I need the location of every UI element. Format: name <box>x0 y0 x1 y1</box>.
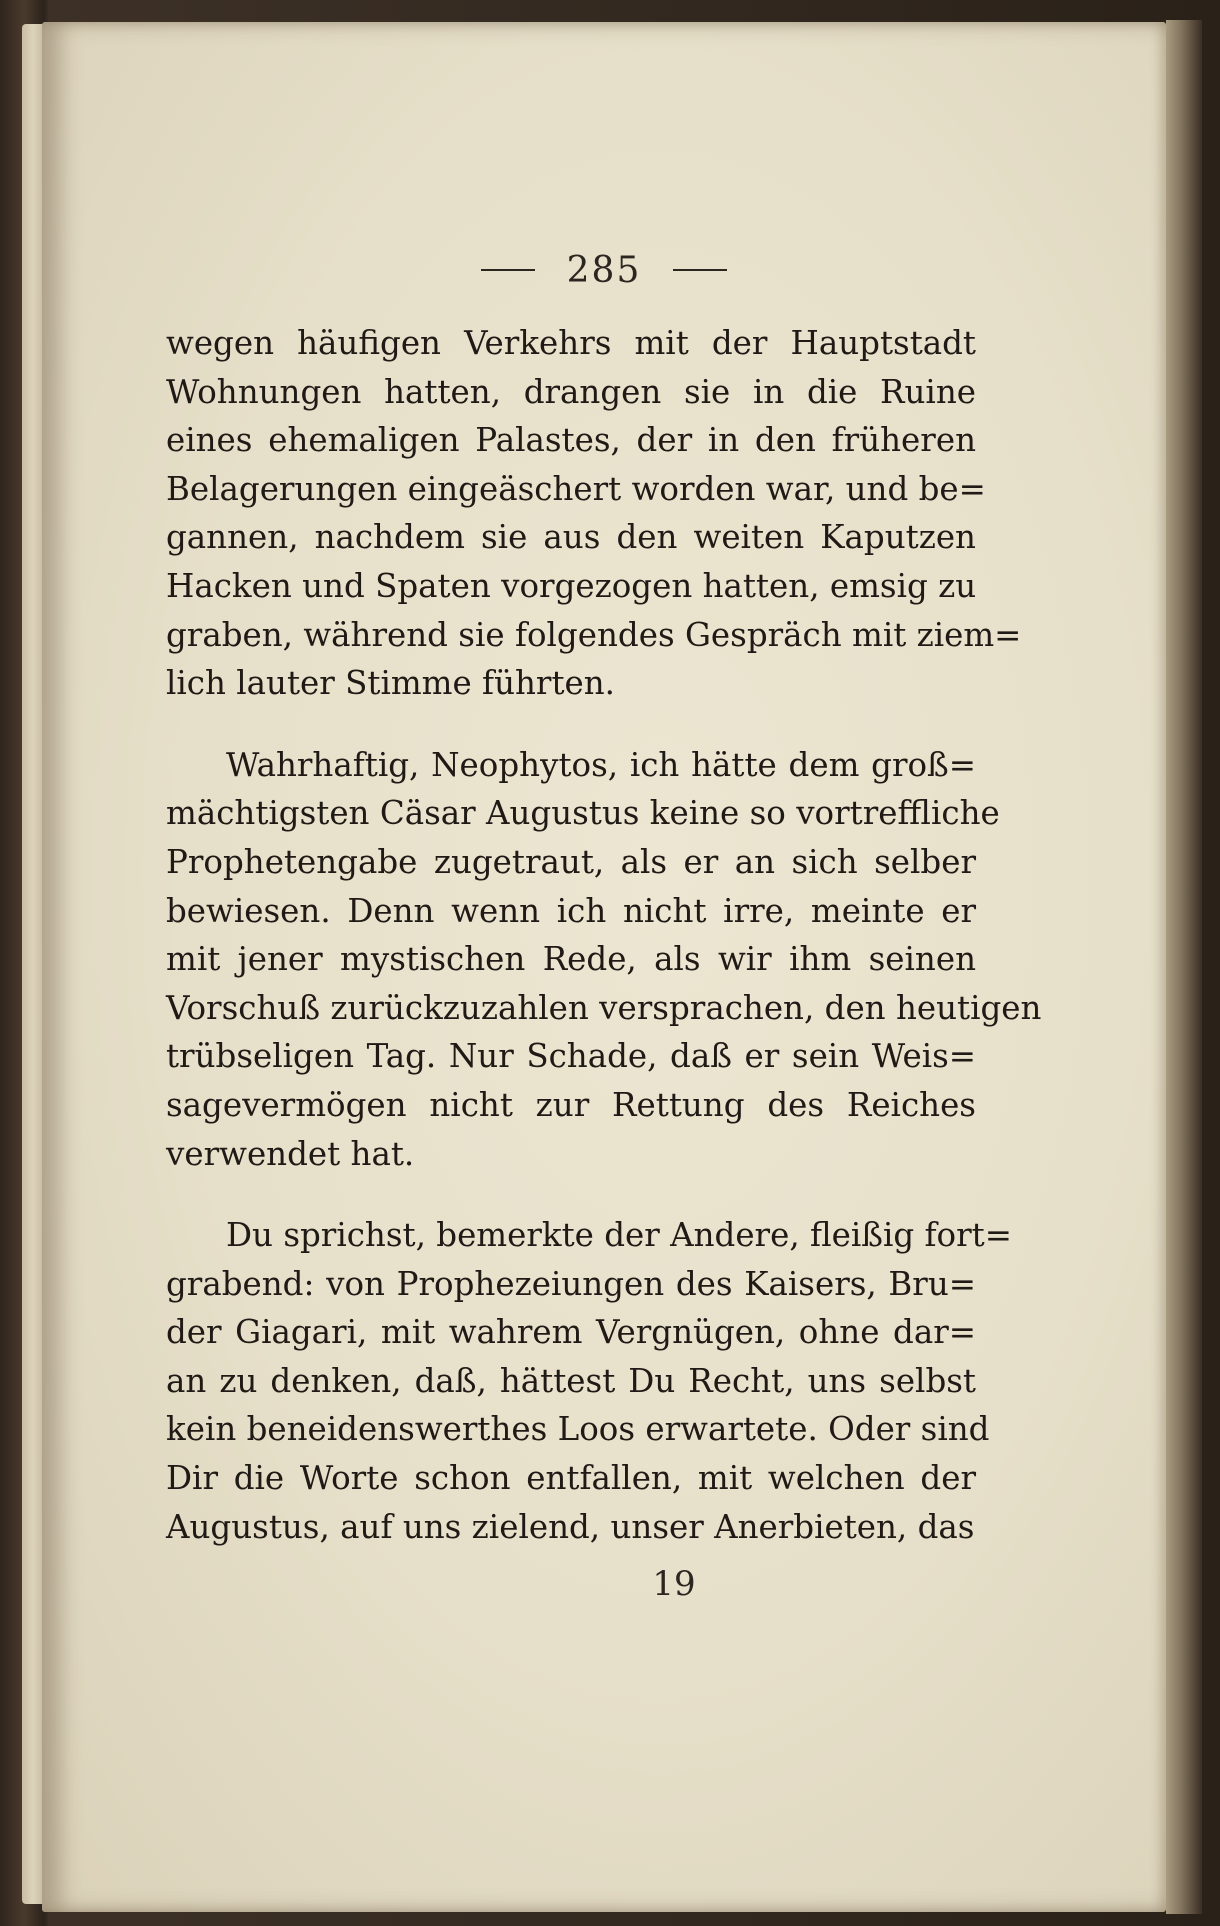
header-dash-left <box>481 269 535 271</box>
signature-mark: 19 <box>652 1564 696 1604</box>
paragraph <box>166 741 1042 1178</box>
text-line: wegen häufigen Verkehrs mit der Hauptstadt <box>166 324 976 362</box>
book-page <box>42 22 1166 1912</box>
text-line: der Giagari, mit wahrem Vergnügen, ohne dar= <box>166 1313 976 1352</box>
text-line: eines ehemaligen Palastes, der in den früheren <box>166 421 976 460</box>
paragraph <box>166 1211 1012 1551</box>
text-line: Du sprichst, bemerkte der Andere, fleißig fort= <box>226 1216 1012 1255</box>
paragraph <box>166 319 1022 708</box>
paragraph-gap <box>166 1178 976 1211</box>
text-line: Hacken und Spaten vorgezogen hatten, emsig zu <box>166 566 977 605</box>
text-line: Dir die Worte schon entfallen, mit welchen der <box>166 1459 976 1498</box>
text-line: mit jener mystischen Rede, als wir ihm seinen <box>166 940 976 979</box>
text-line: mächtigsten Cäsar Augustus keine so vortreffliche <box>166 794 1000 833</box>
text-line: verwendet hat. <box>166 1134 415 1173</box>
text-line: kein beneidenswerthes Loos erwartete. Oder sind <box>166 1410 990 1449</box>
text-line: grabend: von Prophezeiungen des Kaisers, Bru= <box>166 1264 976 1303</box>
book-cover-edge <box>1166 20 1202 1914</box>
text-line: lich lauter Stimme führten. <box>166 664 616 703</box>
text-line: bewiesen. Denn wenn ich nicht irre, meinte er <box>166 891 976 930</box>
text-line: graben, während sie folgendes Gespräch mit ziem= <box>166 615 1022 654</box>
text-line: Wohnungen hatten, drangen sie in die Ruine <box>166 372 976 411</box>
text-line: Vorschuß zurückzuzahlen versprachen, den heutigen <box>166 988 1042 1027</box>
text-line: trübseligen Tag. Nur Schade, daß er sein Weis= <box>166 1037 976 1076</box>
paragraph-gap <box>166 708 976 741</box>
text-line: Wahrhaftig, Neophytos, ich hätte dem groß= <box>226 745 976 784</box>
page-number: 285 <box>566 249 642 291</box>
text-line: Prophetengabe zugetraut, als er an sich selber <box>166 842 976 881</box>
header-dash-right <box>673 269 727 271</box>
page-header <box>42 247 1166 291</box>
text-line: sagevermögen nicht zur Rettung des Reiches <box>166 1085 976 1124</box>
text-line: an zu denken, daß, hättest Du Recht, uns selbst <box>166 1361 976 1400</box>
text-line: Augustus, auf uns zielend, unser Anerbieten, das <box>166 1507 975 1546</box>
text-line: gannen, nachdem sie aus den weiten Kaputzen <box>166 518 976 557</box>
body-text <box>166 319 1042 1551</box>
text-line: Belagerungen eingeäschert worden war, und be= <box>166 469 986 508</box>
